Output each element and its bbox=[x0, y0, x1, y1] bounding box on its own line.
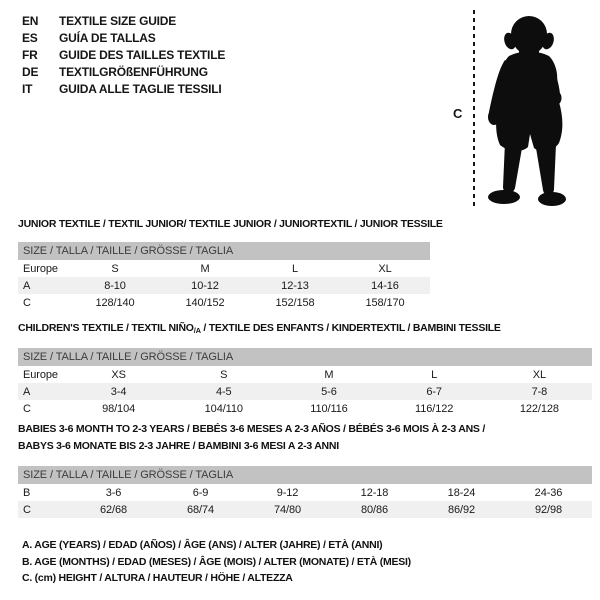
size-column-header: S bbox=[111, 262, 119, 275]
language-title: GUÍA DE TALLAS bbox=[59, 31, 156, 45]
row-label: Europe bbox=[23, 262, 58, 275]
size-cell: 7-8 bbox=[487, 383, 592, 400]
size-header-band: SIZE / TALLA / TAILLE / GRÖSSE / TAGLIA bbox=[18, 466, 592, 484]
size-column-header: M bbox=[324, 368, 334, 381]
size-cell: 110/116 bbox=[310, 402, 348, 415]
babies-table-title bbox=[18, 421, 578, 454]
size-cell: 24-36 bbox=[534, 486, 563, 499]
title-text: / TEXTILE DES ENFANTS / KINDERTEXTIL / BAMBINI TESSILE bbox=[200, 322, 501, 334]
size-column-header: XS bbox=[111, 368, 126, 381]
size-cell: 4-5 bbox=[171, 383, 276, 400]
language-code: FR bbox=[22, 48, 38, 62]
size-cell: 3-4 bbox=[66, 383, 171, 400]
footnote-a: A. AGE (YEARS) / EDAD (AÑOS) / ÂGE (ANS) / ALTER (JAHRE) / ETÀ (ANNI) bbox=[22, 539, 383, 551]
size-cell: 116/122 bbox=[415, 402, 454, 415]
title-text: CHILDREN'S TEXTILE / TEXTIL NIÑO bbox=[18, 322, 194, 334]
junior-table-title: JUNIOR TEXTILE / TEXTIL JUNIOR/ TEXTILE JUNIOR / JUNIORTEXTIL / JUNIOR TESSILE bbox=[18, 218, 443, 230]
row-label: C bbox=[23, 296, 31, 309]
title-line: BABIES 3-6 MONTH TO 2-3 YEARS / BEBÉS 3-6 MESES A 2-3 AÑOS / BÉBÉS 3-6 MOIS À 2-3 ANS / bbox=[18, 423, 486, 435]
row-label: C bbox=[18, 501, 70, 518]
size-column-header: XL bbox=[378, 262, 392, 275]
size-cell: 6-9 bbox=[192, 486, 209, 499]
size-cell: 80/86 bbox=[331, 501, 418, 518]
size-cell: 74/80 bbox=[244, 501, 331, 518]
children-size-table bbox=[18, 348, 592, 417]
row-label: Europe bbox=[23, 368, 58, 381]
size-column-header: M bbox=[200, 262, 210, 275]
size-cell: 3-6 bbox=[105, 486, 122, 499]
row-label: C bbox=[23, 402, 31, 415]
size-cell: 122/128 bbox=[519, 402, 559, 415]
size-column-header: L bbox=[431, 368, 438, 381]
row-label: A bbox=[18, 383, 66, 400]
size-cell: 8-10 bbox=[70, 277, 160, 294]
row-label: B bbox=[23, 486, 31, 499]
language-code: DE bbox=[22, 65, 39, 79]
size-header-band: SIZE / TALLA / TAILLE / GRÖSSE / TAGLIA bbox=[18, 348, 592, 366]
table-row bbox=[18, 294, 430, 311]
size-cell: 158/170 bbox=[365, 296, 405, 309]
table-row bbox=[18, 260, 430, 277]
table-row bbox=[18, 277, 430, 294]
height-measure-line bbox=[473, 10, 475, 208]
size-cell: 86/92 bbox=[418, 501, 505, 518]
language-title: GUIDA ALLE TAGLIE TESSILI bbox=[59, 82, 222, 96]
size-cell: 6-7 bbox=[382, 383, 487, 400]
footnote-b: B. AGE (MONTHS) / EDAD (MESES) / ÂGE (MOIS) / ALTER (MONATE) / ETÀ (MESI) bbox=[22, 555, 411, 568]
language-title: GUIDE DES TAILLES TEXTILE bbox=[59, 48, 226, 62]
size-cell: 152/158 bbox=[275, 296, 315, 309]
size-cell: 18-24 bbox=[447, 486, 476, 499]
size-cell: 104/110 bbox=[204, 402, 243, 415]
table-row bbox=[18, 400, 592, 417]
size-cell: 62/68 bbox=[70, 501, 157, 518]
size-cell: 128/140 bbox=[95, 296, 135, 309]
size-cell: 12-18 bbox=[360, 486, 389, 499]
children-table-title bbox=[18, 322, 501, 335]
measurement-figure bbox=[0, 0, 600, 212]
size-cell: 9-12 bbox=[276, 486, 299, 499]
table-row bbox=[18, 366, 592, 383]
language-code: ES bbox=[22, 31, 38, 45]
size-column-header: XL bbox=[532, 368, 546, 381]
size-column-header: S bbox=[220, 368, 228, 381]
size-cell: 92/98 bbox=[505, 501, 592, 518]
title-line: BABYS 3-6 MONATE BIS 2-3 JAHRE / BAMBINI 3-6 MESI A 2-3 ANNI bbox=[18, 439, 339, 452]
table-row bbox=[18, 484, 592, 501]
height-measure-label: C bbox=[453, 106, 463, 121]
baby-silhouette-icon bbox=[485, 8, 593, 208]
size-header-band: SIZE / TALLA / TAILLE / GRÖSSE / TAGLIA bbox=[18, 242, 430, 260]
size-cell: 10-12 bbox=[160, 277, 250, 294]
babies-size-table bbox=[18, 466, 592, 518]
size-cell: 140/152 bbox=[185, 296, 225, 309]
table-row bbox=[18, 383, 592, 400]
language-code: EN bbox=[22, 14, 39, 28]
row-label: A bbox=[18, 277, 70, 294]
title-subscript: /A bbox=[193, 326, 201, 335]
size-cell: 68/74 bbox=[157, 501, 244, 518]
size-cell: 12-13 bbox=[250, 277, 340, 294]
size-column-header: L bbox=[291, 262, 299, 275]
size-cell: 14-16 bbox=[340, 277, 430, 294]
footnote-c: C. (cm) HEIGHT / ALTURA / HAUTEUR / HÖHE / ALTEZZA bbox=[22, 572, 293, 584]
size-cell: 5-6 bbox=[276, 383, 381, 400]
language-title: TEXTILE SIZE GUIDE bbox=[59, 14, 177, 28]
size-cell: 98/104 bbox=[102, 402, 136, 415]
table-row bbox=[18, 501, 592, 518]
language-code: IT bbox=[22, 82, 33, 96]
legend-footnotes bbox=[22, 537, 411, 587]
junior-size-table bbox=[18, 242, 430, 311]
language-title: TEXTILGRÖßENFÜHRUNG bbox=[59, 65, 208, 79]
